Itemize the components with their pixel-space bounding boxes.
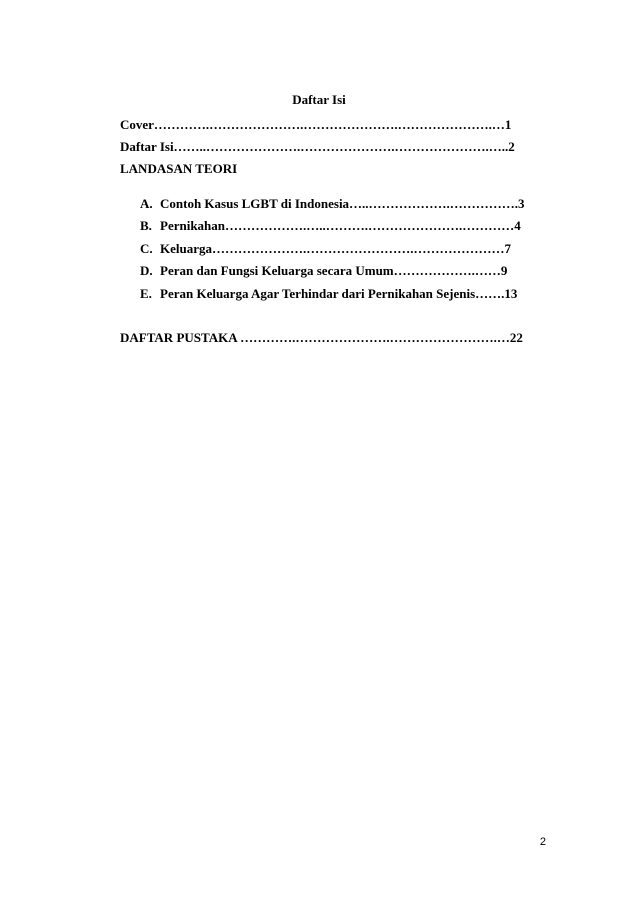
toc-section-landasan-teori: LANDASAN TEORI <box>120 161 238 176</box>
toc-subentry-text: Pernikahan……………….…..……….………………….…………4 <box>160 218 521 233</box>
toc-subentry-letter: C. <box>140 241 153 256</box>
toc-subentry-letter: B. <box>140 218 152 233</box>
toc-subentry-e <box>140 286 517 302</box>
toc-subentry-letter: E. <box>140 286 152 301</box>
toc-entry-cover: Cover………….………………….………………….………………….…1 <box>120 117 512 132</box>
toc-subentry-letter: D. <box>140 263 153 278</box>
toc-subentry-text: Peran Keluarga Agar Terhindar dari Pernikahan Sejenis…….13 <box>160 286 518 301</box>
toc-subentry-b <box>140 218 521 234</box>
toc-subentry-text: Keluarga………………….…………………….…………………7 <box>160 241 511 256</box>
toc-subentry-d <box>140 263 507 279</box>
toc-subentry-a <box>140 196 525 212</box>
toc-subentry-text: Peran dan Fungsi Keluarga secara Umum……………….……9 <box>160 263 508 278</box>
toc-subentry-letter: A. <box>140 196 153 211</box>
toc-entry-daftar-isi: Daftar Isi……..………………….………………….………………….…..2 <box>120 139 515 154</box>
toc-title: Daftar Isi <box>292 92 346 107</box>
toc-entry-daftar-pustaka: DAFTAR PUSTAKA ………….………………….…………………….…22 <box>120 330 523 345</box>
toc-subentry-text: Contoh Kasus LGBT di Indonesia…..……………….…………….3 <box>160 196 525 211</box>
page-number: 2 <box>539 836 546 848</box>
toc-subentry-c <box>140 241 511 257</box>
